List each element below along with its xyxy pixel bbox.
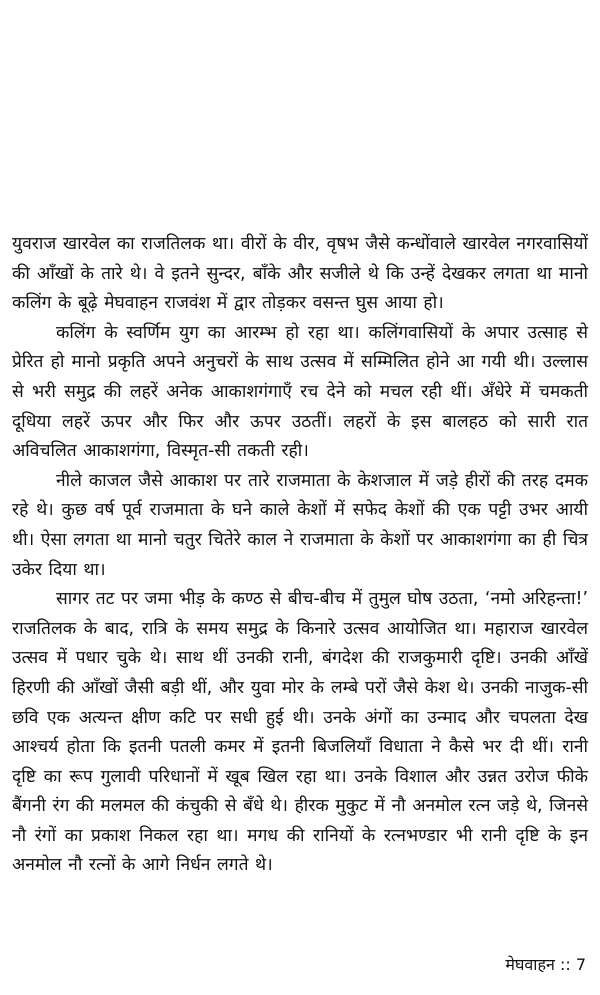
page-number: 7 [575, 955, 586, 974]
running-title: मेघवाहन [505, 955, 555, 974]
paragraph-3: नीले काजल जैसे आकाश पर तारे राजमाता के केशजाल में जड़े हीरों की तरह दमक रहे थे। कुछ वर्ष पूर्व राजमाता के घने काले केशों में सफेद केशों की एक पट्टी उभर आयी थी। ऐसा लगता था मानो चतुर चितेरे काल ने राजमाता के केशों पर आकाशगंगा का ही चित्र उकेर दिया था। [12, 470, 588, 580]
paragraph-2: कलिंग के स्वर्णिम युग का आरम्भ हो रहा था। कलिंगवासियों के अपार उत्साह से प्रेरित हो मानो प्रकृति अपने अनुचरों के साथ उत्सव में सम्मिलित होने आ गयी थी। उल्लास से भरी समुद्र की लहरें अनेक आकाशगंगाएँ रच देने को मचल रही थीं। अँधेरे में चमकती दूधिया लहरें ऊपर और फिर और ऊपर उठतीं। लहरों के इस बालहठ को सारी रात अविचलित आकाशगंगा, विस्मृत-सी तकती रही। [12, 322, 588, 462]
page-footer [505, 955, 586, 975]
page-body [12, 230, 588, 881]
paragraph-1: युवराज खारवेल का राजतिलक था। वीरों के वीर, वृषभ जैसे कन्धोंवाले खारवेल नगरवासियों की आँखों के तारे थे। वे इतने सुन्दर, बाँके और सजीले थे कि उन्हें देखकर लगता था मानो कलिंग के बूढ़े मेघवाहन राजवंश में द्वार तोड़कर वसन्त घुस आया हो। [12, 234, 588, 314]
footer-separator: :: [559, 955, 571, 974]
paragraph-4: सागर तट पर जमा भीड़ के कण्ठ से बीच-बीच में तुमुल घोष उठता, ‘नमो अरिहन्ता!’ राजतिलक के बाद, रात्रि के समय समुद्र के किनारे उत्सव आयोजित था। महाराज खारवेल उत्सव में पधार चुके थे। साथ थीं उनकी रानी, बंगदेश की राजकुमारी दृष्टि। उनकी आँखें हिरणी की आँखों जैसी बड़ी थीं, और युवा मोर के लम्बे परों जैसे केश थे। उनकी नाजुक-सी छवि एक अत्यन्त क्षीण कटि पर सधी हुई थी। उनके अंगों का उन्माद और चपलता देख आश्चर्य होता कि इतनी पतली कमर में इतनी बिजलियाँ विधाता ने कैसे भर दी थीं। रानी दृष्टि का रूप गुलावी परिधानों में खूब खिल रहा था। उनके विशाल और उन्नत उरोज फीके बैंगनी रंग की मलमल की कंचुकी से बँधे थे। हीरक मुकुट में नौ अनमोल रत्न जड़े थे, जिनसे नौ रंगों का प्रकाश निकल रहा था। मगध की रानियों के रत्नभण्डार भी रानी दृष्टि के इन अनमोल नौ रत्नों के आगे निर्धन लगते थे। [12, 589, 588, 876]
